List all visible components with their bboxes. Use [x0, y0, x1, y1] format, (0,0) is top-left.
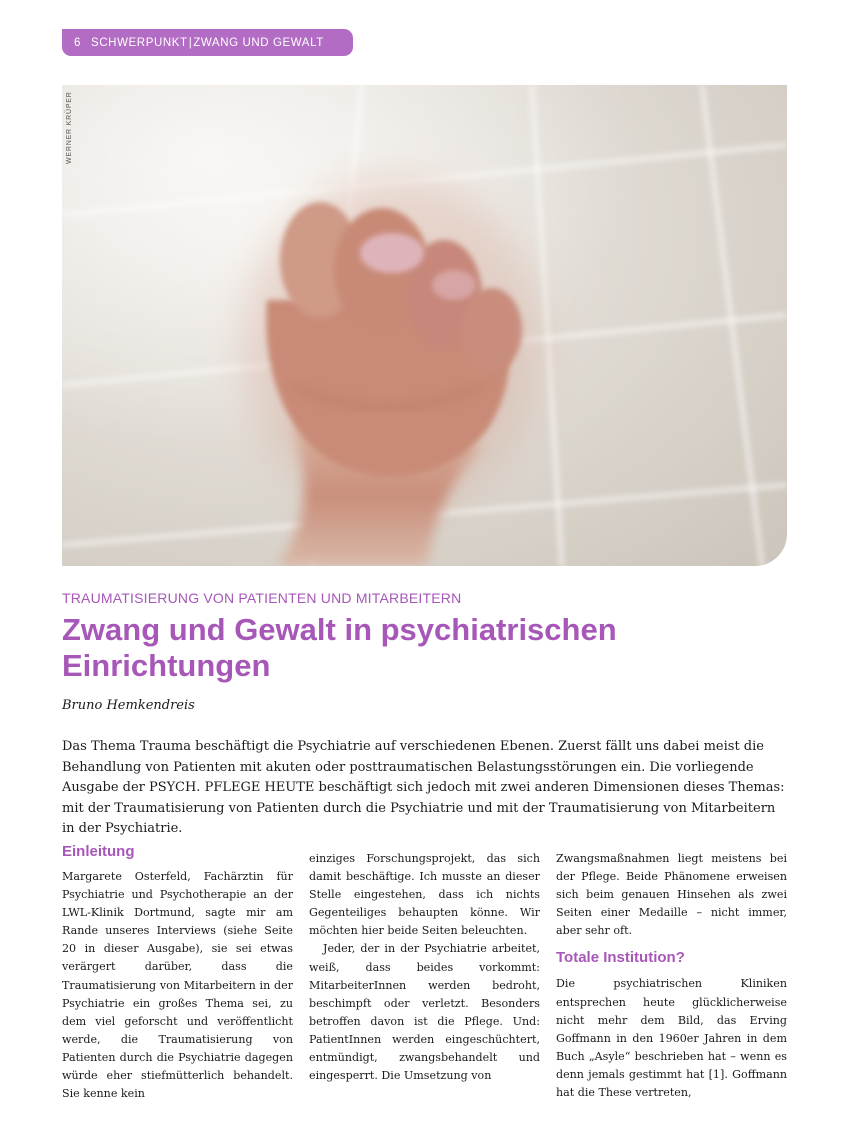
photo-credit — [66, 92, 78, 172]
text-column-2 — [309, 850, 540, 1085]
section-heading-totale-institution: Totale Institution? — [556, 949, 685, 967]
article-kicker: TRAUMATISIERUNG VON PATIENTEN UND MITARBEITERN — [62, 590, 462, 606]
article-title: Zwang und Gewalt in psychiatrischen Einrichtungen — [62, 612, 617, 683]
text-column-1 — [62, 843, 293, 1103]
topic-label: ZWANG UND GEWALT — [193, 36, 324, 49]
article-photo — [62, 85, 787, 566]
paragraph: Jeder, der in der Psychiatrie arbeitet, weiß, dass beides vorkommt: MitarbeiterInnen werden bedroht, beschimpft oder verletzt. Besonders betroffen davon ist die Pflege. Und: PatientInnen werden eingeschüchtert, entmündigt, zwangsbehandelt und eingesperrt. Die Umsetzung von — [309, 942, 540, 1083]
paragraph: Zwangsmaßnahmen liegt meistens bei der Pflege. Beide Phänomene erweisen sich beim genauen Hinsehen als zwei Seiten einer Medaille – nicht immer, aber sehr oft. — [556, 852, 787, 938]
article-author: Bruno Hemkendreis — [62, 698, 195, 713]
paragraph: Margarete Osterfeld, Fachärztin für Psychiatrie und Psychotherapie an der LWL-Klinik Dortmund, sagte mir am Rande unseres Interviews (siehe Seite 20 in dieser Ausgabe), sie sei etwas verärgert darüber, dass die Traumatisierung von Mitarbeitern in der Psychiatrie ein großes Thema sei, zu dem viel geforscht und veröffentlicht werde, die Traumatisierung von Patienten durch die Psychiatrie dagegen würde eher stiefmütterlich behandelt. Sie kenne kein — [62, 870, 293, 1101]
text-column-3 — [556, 850, 787, 1102]
section-heading-einleitung: Einleitung — [62, 843, 135, 860]
section-header-badge — [62, 29, 353, 56]
hand-fist-icon — [62, 85, 787, 566]
article-lead: Das Thema Trauma beschäftigt die Psychiatrie auf verschiedenen Ebenen. Zuerst fällt uns dabei meist die Behandlung von Patienten mit akuten oder posttraumatischen Belastungsstörungen ein. Die vorliegende Ausgabe der PSYCH. PFLEGE HEUTE beschäftigt sich jedoch mit zwei anderen Dimensionen dieses Themas: mit der Traumatisierung von Patienten durch die Psychiatrie und mit der Traumatisierung von Mitarbeitern in der Psychiatrie. — [62, 739, 785, 837]
paragraph: Die psychiatrischen Kliniken entsprechen heute glücklicherweise nicht mehr dem Bild, das Erving Goffmann in den 1960er Jahren in dem Buch „Asyle“ beschrieben hat – wenn es denn jemals gestimmt hat [1]. Goffmann hat die These vertreten, — [556, 977, 787, 1100]
section-label: SCHWERPUNKT — [91, 36, 188, 49]
paragraph: einziges Forschungsprojekt, das sich damit beschäftige. Ich musste an dieser Stelle eingestehen, dass ich nichts Gegenteiliges behaupten könne. Wir möchten hier beide Seiten beleuchten. — [309, 852, 540, 938]
photo-credit-text: WERNER KRÜPER — [66, 91, 73, 164]
section-separator: | — [188, 36, 193, 49]
page-number: 6 — [74, 36, 81, 49]
